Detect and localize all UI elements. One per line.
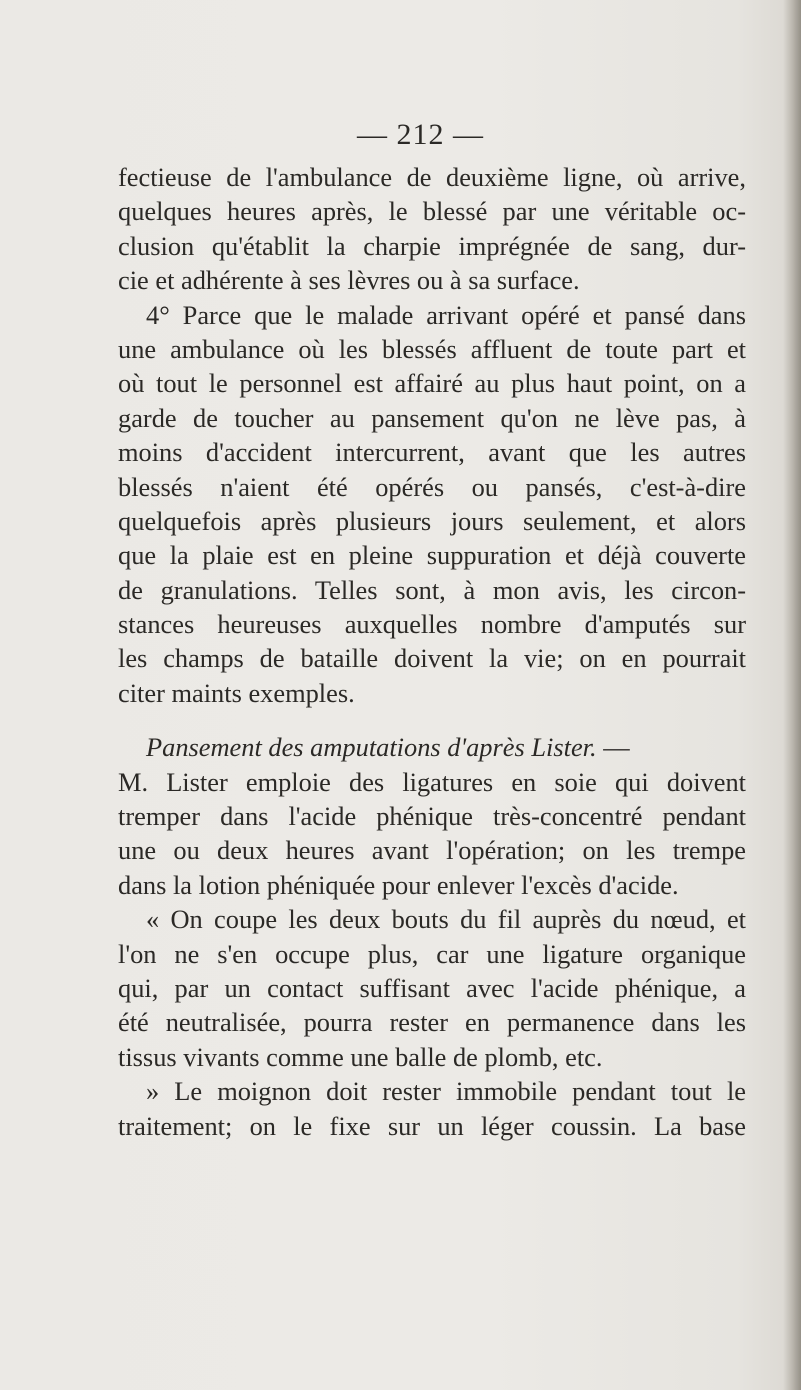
page-edge-shadow	[783, 0, 801, 1390]
text-line: stances heureuses auxquelles nombre d'amputés sur	[118, 609, 746, 640]
text-line: 4° Parce que le malade arrivant opéré et pansé dans	[146, 299, 746, 330]
text-line: été neutralisée, pourra rester en permanence dans les	[118, 1007, 746, 1038]
section-heading-line	[118, 730, 746, 764]
text-line: traitement; on le fixe sur un léger coussin. La base	[118, 1110, 746, 1141]
paragraph-gap	[118, 710, 746, 730]
text-line: blessés n'aient été opérés ou pansés, c'est-à-dire	[118, 471, 746, 502]
text-line: que la plaie est en pleine suppuration et déjà couverte	[118, 540, 746, 571]
text-line: cie et adhérente à ses lèvres ou à sa surface.	[118, 265, 580, 296]
section-title: Pansement des amputations d'après Lister.	[146, 732, 597, 763]
body-text	[118, 160, 746, 1143]
section-dash: —	[596, 732, 630, 763]
text-line: garde de toucher au pansement qu'on ne lève pas, à	[118, 402, 746, 433]
text-line: quelques heures après, le blessé par une véritable oc-	[118, 196, 746, 227]
text-line: de granulations. Telles sont, à mon avis, les circon-	[118, 574, 746, 605]
text-line: fectieuse de l'ambulance de deuxième ligne, où arrive,	[118, 162, 746, 192]
text-line: une ambulance où les blessés affluent de toute part et	[118, 333, 746, 364]
text-line: » Le moignon doit rester immobile pendant tout le	[146, 1076, 746, 1107]
text-line: citer maints exemples.	[118, 677, 355, 708]
text-line: une ou deux heures avant l'opération; on les trempe	[118, 835, 746, 866]
text-line: moins d'accident intercurrent, avant que les autres	[118, 437, 746, 468]
text-line: où tout le personnel est affairé au plus haut point, on a	[118, 368, 746, 399]
text-line: tissus vivants comme une balle de plomb, etc.	[118, 1041, 603, 1072]
text-line: les champs de bataille doivent la vie; on en pourrait	[118, 643, 746, 674]
text-line: qui, par un contact suffisant avec l'acide phénique, a	[118, 972, 746, 1003]
text-line: quelquefois après plusieurs jours seulement, et alors	[118, 505, 746, 536]
text-line: l'on ne s'en occupe plus, car une ligature organique	[118, 938, 746, 969]
page-number-header: — 212 —	[357, 118, 484, 151]
text-line: clusion qu'établit la charpie imprégnée de sang, dur-	[118, 230, 746, 261]
text-line: dans la lotion phéniquée pour enlever l'excès d'acide.	[118, 869, 679, 900]
text-line: « On coupe les deux bouts du fil auprès du nœud, et	[146, 904, 746, 935]
text-line: M. Lister emploie des ligatures en soie qui doivent	[118, 766, 746, 797]
text-line: tremper dans l'acide phénique très-concentré pendant	[118, 801, 746, 832]
